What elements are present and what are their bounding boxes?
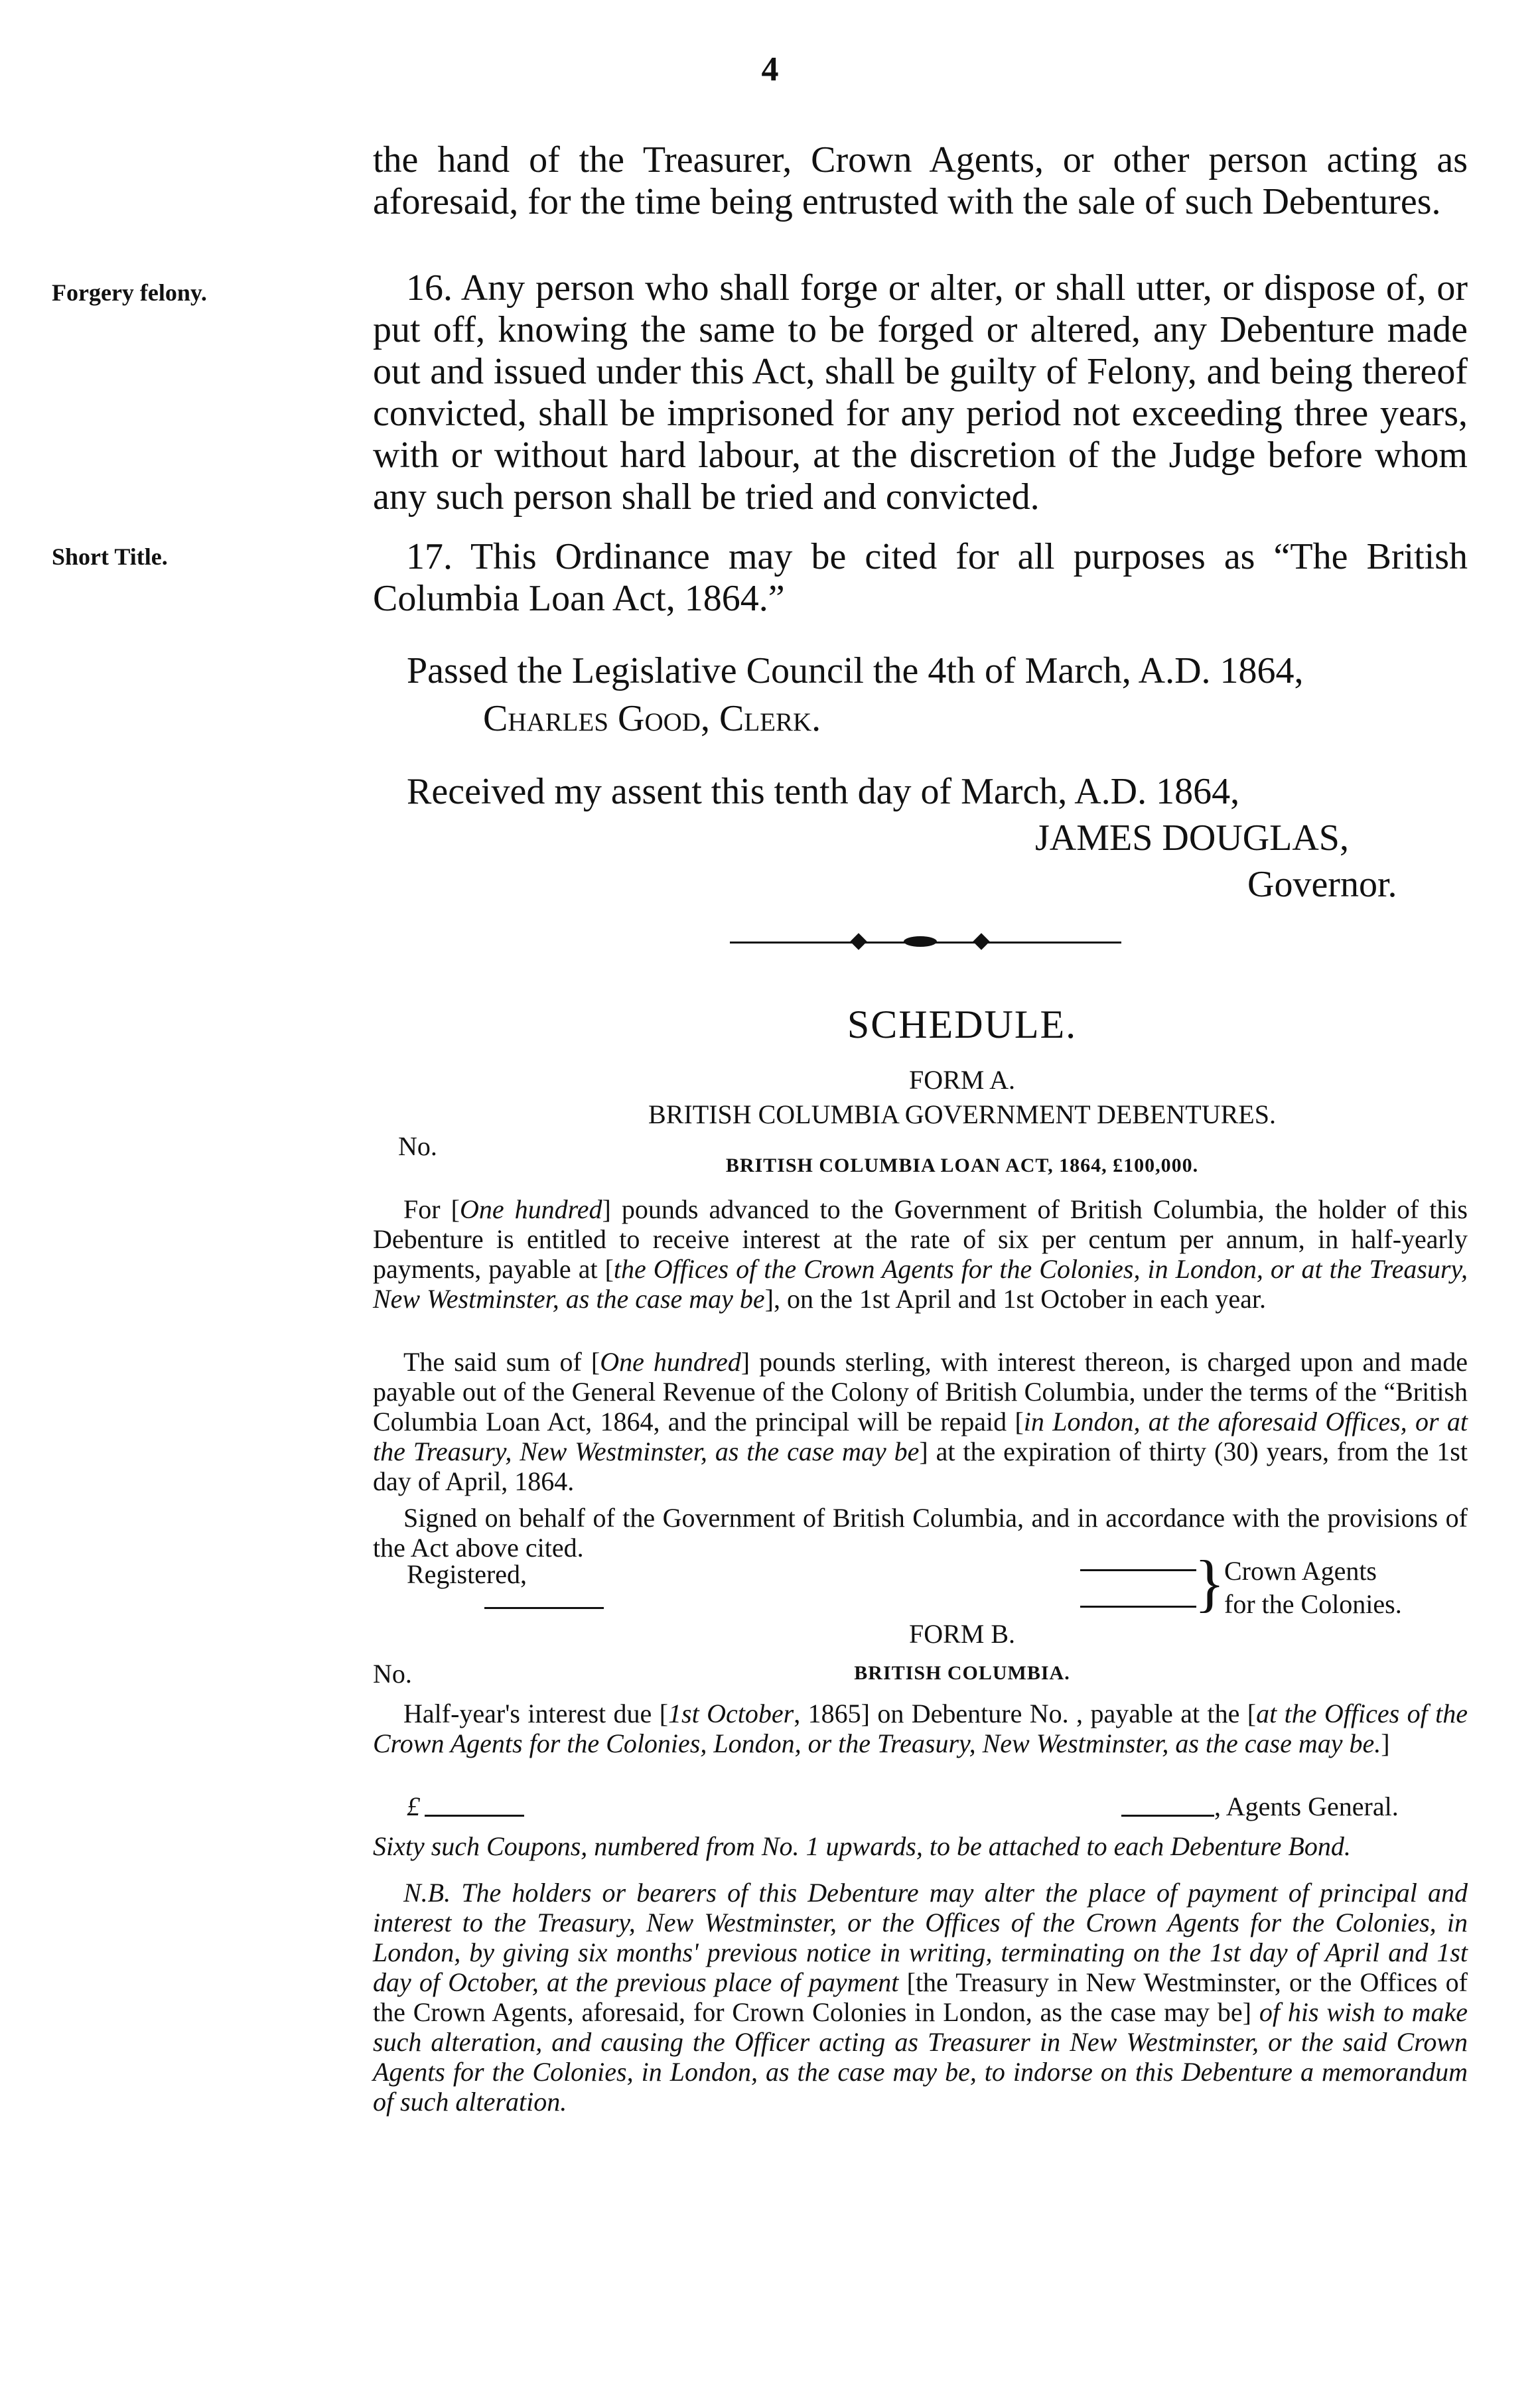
form-a-no-label: No.	[398, 1131, 437, 1161]
form-b-interest-paragraph: Half-year's interest due [1st October, 1865] on Debenture No. , payable at the [at the Offices of the Crown Agents for the Colonies, London, or the Treasury, New Westminster, as the case may be.]	[373, 1699, 1468, 1758]
governor-title: Governor.	[1247, 864, 1397, 905]
crown-agents-signature-line-1	[1080, 1569, 1196, 1571]
agents-general-signature-line	[1121, 1815, 1214, 1817]
for-the-colonies-label: for the Colonies.	[1224, 1589, 1402, 1619]
pound-sign: £	[407, 1791, 420, 1821]
margin-note-short-title: Short Title.	[52, 543, 168, 570]
form-a-paragraph-1: For [One hundred] pounds advanced to the Government of British Columbia, the holder of this Debenture is entitled to receive interest at the rate of six per centum per annum, in half-yearly payments, payable at [the Offices of the Crown Agents for the Colonies, in London, or at the Treasury, New Westminster, as the case may be], on the 1st April and 1st October in each year.	[373, 1194, 1468, 1314]
form-b-no-label: No.	[373, 1659, 412, 1689]
form-b-label: FORM B.	[908, 1619, 1016, 1649]
crown-agents-signature-line-2	[1080, 1606, 1196, 1608]
form-a-paragraph-2: The said sum of [One hundred] pounds sterling, with interest thereon, is charged upon and made payable out of the General Revenue of the Colony of British Columbia, under the terms of the “British Columbia Loan Act, 1864, and the principal will be repaid [in London, at the aforesaid Offices, or at the Treasury, New Westminster, as the case may be] at the expiration of thirty (30) years, from the 1st day of April, 1864.	[373, 1347, 1468, 1496]
crown-agents-label: Crown Agents	[1224, 1556, 1377, 1586]
coupons-note: Sixty such Coupons, numbered from No. 1 upwards, to be attached to each Debenture Bond.	[373, 1831, 1351, 1861]
brace-icon: }	[1194, 1547, 1225, 1618]
continuation-paragraph: the hand of the Treasurer, Crown Agents, or other person acting as aforesaid, for the time being entrusted with the sale of such Debentures.	[373, 139, 1468, 222]
clerk-signature: Charles Good, Clerk.	[483, 698, 821, 739]
form-a-paragraph-3: Signed on behalf of the Government of British Columbia, and in accordance with the provisions of the Act above cited.	[373, 1503, 1468, 1563]
form-b-subtitle: BRITISH COLUMBIA.	[854, 1662, 1070, 1684]
nota-bene-paragraph: N.B. The holders or bearers of this Debenture may alter the place of payment of principal and interest to the Treasury, New Westminster, or the Offices of the Crown Agents for the Colonies, in London, by giving six months' previous notice in writing, terminating on the 1st day of April and 1st day of October, at the previous place of payment [the Treasury in New Westminster, or the Offices of the Crown Agents, aforesaid, for Crown Colonies in London, as the case may be] of his wish to make such alteration, and causing the Officer acting as Treasurer in New Westminster, or the said Crown Agents for the Colonies, in London, as the case may be, to indorse on this Debenture a memorandum of such alteration.	[373, 1878, 1468, 2117]
registered-signature-line	[484, 1607, 604, 1609]
governor-name: JAMES DOUGLAS,	[1035, 817, 1349, 859]
section-17-paragraph: 17. This Ordinance may be cited for all purposes as “The British Columbia Loan Act, 1864.”	[373, 536, 1468, 619]
page-number: 4	[761, 50, 779, 88]
schedule-heading: SCHEDULE.	[847, 1003, 1078, 1046]
registered-label: Registered,	[407, 1559, 527, 1589]
pound-amount-line	[425, 1815, 524, 1817]
passed-legislative-council: Passed the Legislative Council the 4th of March, A.D. 1864,	[407, 650, 1304, 691]
form-a-label: FORM A.	[908, 1065, 1016, 1095]
assent-line: Received my assent this tenth day of March, A.D. 1864,	[407, 771, 1240, 812]
margin-note-forgery-felony: Forgery felony.	[52, 279, 207, 306]
form-a-subtitle: BRITISH COLUMBIA LOAN ACT, 1864, £100,000.	[725, 1155, 1199, 1176]
agents-general-label: , Agents General.	[1214, 1791, 1399, 1821]
ornamental-divider	[730, 936, 1121, 949]
form-a-title: BRITISH COLUMBIA GOVERNMENT DEBENTURES.	[648, 1099, 1276, 1129]
section-16-paragraph: 16. Any person who shall forge or alter, or shall utter, or dispose of, or put off, knowing the same to be forged or altered, any Debenture made out and issued under this Act, shall be guilty of Felony, and being thereof convicted, shall be imprisoned for any period not exceeding three years, with or without hard labour, at the discretion of the Judge before whom any such person shall be tried and convicted.	[373, 267, 1468, 518]
